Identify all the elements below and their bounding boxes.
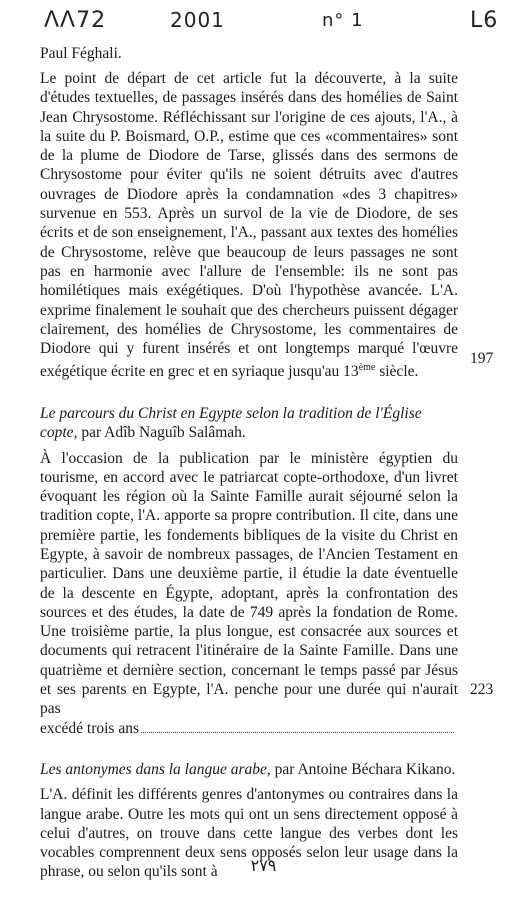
entry-3-heading: [40, 760, 458, 779]
page-footer-number: ٢٧٩: [250, 856, 277, 875]
entry-1-page-number: 197: [470, 350, 494, 367]
entry-1-last-line: exégétique écrite en grec et en syriaque jusqu'au 13: [40, 363, 359, 381]
entry-1-superscript: ème: [358, 362, 376, 374]
entry-1-author: Paul Féghali.: [40, 45, 122, 62]
entry-2-last-line: excédé trois ans: [40, 719, 139, 737]
entry-3-title: Les antonymes dans la langue arabe: [40, 760, 267, 778]
dot-leader: [141, 732, 454, 733]
entry-3-byline: , par Antoine Béchara Kikano.: [266, 760, 456, 778]
entry-2-body: À l'occasion de la publication par le ministère égyptien du tourisme, en accord avec le patriarcat copte-orthodoxe, d'un livret évoquant les région où la Sainte Famille aurait séjourné selon la tradition copte, l'A. apporte sa propre contribution. Il cite, dans une première partie, les fondements bibliques de la visite du Christ en Egypte, à savoir de nombreux passages, de l'Ancien Testament en particulier. Dans une deuxième partie, il étudie la date éventuelle de la descente en Égypte, adoptant, après la confrontation des sources et des études, la date de 749 après la fondation de Rome. Une troisième partie, la plus longue, est consacrée aux sources et documents qui retracent l'itinéraire de la Sainte Famille. Dans une quatrième et dernière section, concernant le temps passé par Jésus et ses parents en Egypte, l'A. penche pour une durée qui n'aurait pas: [40, 449, 458, 718]
entry-2-page-number: 223: [470, 681, 494, 698]
handwritten-note-1: ΛΛ72: [44, 8, 107, 33]
entry-2-heading: [40, 404, 458, 443]
entry-2-byline: , par Adîb Naguîb Salâmah.: [73, 424, 246, 442]
entry-1-last-tail: siècle.: [375, 363, 419, 381]
handwritten-note-2: 2001: [170, 8, 225, 32]
handwritten-note-4: L6: [470, 8, 499, 33]
page-content: [40, 44, 458, 882]
entry-3-body: L'A. définit les différents genres d'antonymes ou contraires dans la langue arabe. Outre les mots qui ont un sens directement opposé à celui d'autres, on trouve dans cette langue des verbes dont les vocables comprennent deux sens opposés selon leur usage dans la phrase, ou selon qu'ils sont à: [40, 786, 458, 881]
handwritten-note-3: n° 1: [322, 10, 364, 31]
entry-1-body: [40, 69, 458, 382]
entry-2-last-line-row: [40, 719, 458, 738]
entry-2-title: Le parcours du Christ en Egypte selon la tradition de l'Église copte: [40, 404, 422, 442]
entry-1-body-text: Le point de départ de cet article fut la découverte, à la suite d'études textuelles, de passages insérés dans des homélies de Saint Jean Chrysostome. Réfléchissant sur l'origine de ces ajouts, l'A., à la suite du P. Boismard, O.P., estime que ces «commentaires» sont de la plume de Diodore de Tarse, glissés dans des sermons de Chrysostome pour éviter qu'ils ne soient détruits avec d'autres ouvrages de Diodore après la condamnation «des 3 chapitres» survenue en 553. Après un survol de la vie de Diodore, de ses écrits et de son enseignement, l'A., passant aux textes des homélies de Chrysostome, relève que beaucoup de leurs passages ne sont pas en harmonie avec l'allure de l'ensemble: ils ne sont pas homilétiques mais exégétiques. D'où l'hypothèse avancée. L'A. exprime finalement le souhait que des chercheurs puissent dégager clairement, des homélies de Chrysostome, les commentaires de Diodore qui y furent insérés et ont longtemps marqué l'œuvre: [40, 70, 458, 358]
